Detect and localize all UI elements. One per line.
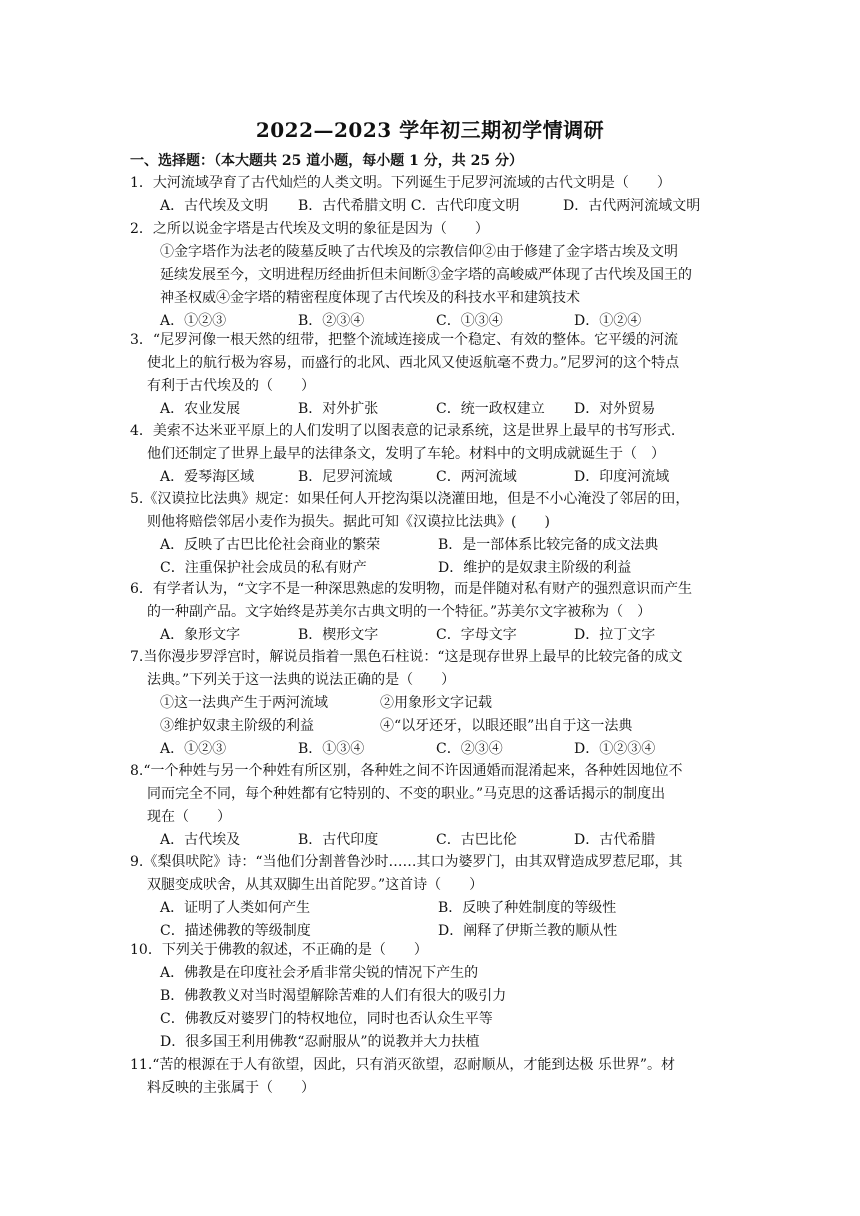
option-a[interactable]: A．爱琴海区域 [160, 469, 255, 485]
option-a[interactable]: A．①②③ [160, 741, 227, 757]
option-c[interactable]: C．统一政权建立 [436, 401, 545, 417]
option-a[interactable]: A．象形文字 [160, 627, 241, 643]
option-c[interactable]: C．佛教反对婆罗门的特权地位，同时也否认众生平等 [160, 1011, 493, 1027]
option-c[interactable]: C．注重保护社会成员的私有财产 [160, 560, 367, 576]
question-4 [130, 420, 740, 489]
question-stem: 3．“尼罗河像一根天然的纽带，把整个流域连接成一个稳定、有效的整体。它平缓的河流 [130, 332, 679, 348]
question-stem: 9.《梨俱吠陀》诗：“当他们分割普鲁沙时……其口为婆罗门，由其双臂造成罗惹尼耶，其 [130, 854, 683, 870]
question-stem: 1．大河流域孕育了古代灿烂的人类文明。下列诞生于尼罗河流域的古代文明是（ ） [130, 175, 671, 191]
question-stem: 2．之所以说金字塔是古代埃及文明的象征是因为（ ） [130, 221, 489, 237]
question-stem: 11.“苦的根源在于人有欲望，因此，只有消灭欲望，忍耐顺从，才能到达极 乐世界”。材 [130, 1057, 676, 1073]
question-body: 延续发展至今，文明进程历经曲折但未间断③金字塔的高峻威严体现了古代埃及国王的 [160, 267, 692, 283]
question-stem: 双腿变成吠舍，从其双脚生出首陀罗。”这首诗（ ） [147, 877, 484, 893]
question-stem: 8.“一个种姓与另一个种姓有所区别，各种姓之间不许因通婚而混淆起来，各种姓因地位不 [130, 763, 683, 779]
option-a[interactable]: A．佛教是在印度社会矛盾非常尖锐的情况下产生的 [160, 965, 479, 981]
question-stem: 法典。”下列关于这一法典的说法正确的是（ ） [147, 672, 456, 688]
statement-2: ②用象形文字记载 [380, 695, 492, 711]
option-d[interactable]: D．对外贸易 [574, 401, 656, 417]
option-c[interactable]: C．古巴比伦 [436, 832, 517, 848]
option-c[interactable]: C．字母文字 [436, 627, 517, 643]
question-stem: 使北上的航行极为容易，而盛行的北风、西北风又使返航毫不费力。”尼罗河的这个特点 [147, 355, 680, 371]
option-b[interactable]: B．尼罗河流域 [298, 469, 393, 485]
question-3 [130, 329, 740, 421]
question-stem: 有利于古代埃及的（ ） [147, 378, 315, 394]
question-stem: 10．下列关于佛教的叙述，不正确的是（ ） [130, 942, 428, 958]
option-a[interactable]: A．古代埃及 [160, 832, 241, 848]
question-2 [130, 218, 740, 333]
option-c[interactable]: C．描述佛教的等级制度 [160, 923, 311, 939]
option-row [130, 195, 740, 218]
option-d[interactable]: D．拉丁文字 [574, 627, 656, 643]
option-a[interactable]: A．古代埃及文明 [160, 198, 269, 214]
option-row [130, 738, 740, 761]
statement-row [130, 692, 740, 715]
option-row [130, 557, 740, 580]
option-d[interactable]: D．很多国王利用佛教“忍耐服从”的说教并大力扶植 [160, 1034, 480, 1050]
option-a[interactable]: A．反映了古巴比伦社会商业的繁荣 [160, 537, 381, 553]
option-b[interactable]: B．②③④ [298, 313, 365, 329]
statement-3: ③维护奴隶主阶级的利益 [160, 718, 314, 734]
question-10 [130, 939, 740, 1054]
question-stem: 6．有学者认为，“文字不是一种深思熟虑的发明物，而是伴随对私有财产的强烈意识而产生 [130, 581, 693, 597]
question-stem: 同而完全不同，每个种姓都有它特别的、不变的职业。”马克思的这番话揭示的制度出 [147, 786, 666, 802]
question-stem: 4．美索不达米亚平原上的人们发明了以图表意的记录系统，这是世界上最早的书写形式. [130, 423, 676, 439]
option-row [130, 624, 740, 647]
option-d[interactable]: D．①②④ [574, 313, 642, 329]
question-6 [130, 578, 740, 647]
option-b[interactable]: B．反映了种姓制度的等级性 [438, 900, 617, 916]
question-stem: 料反映的主张属于（ ） [147, 1080, 315, 1096]
option-d[interactable]: D．印度河流域 [574, 469, 670, 485]
option-d[interactable]: D．维护的是奴隶主阶级的利益 [438, 560, 632, 576]
option-row [130, 897, 740, 920]
question-stem: 则他将赔偿邻居小麦作为损失。据此可知《汉谟拉比法典》( ) [147, 514, 550, 530]
option-row [130, 466, 740, 489]
option-c[interactable]: C．②③④ [436, 741, 503, 757]
question-11 [130, 1054, 740, 1100]
question-8 [130, 760, 740, 852]
option-b[interactable]: B．对外扩张 [298, 401, 379, 417]
option-d[interactable]: D．①②③④ [574, 741, 656, 757]
question-stem: 7.当你漫步罗浮宫时，解说员指着一黑色石柱说：“这是现存世界上最早的比较完备的成文 [130, 649, 683, 665]
option-a[interactable]: A．证明了人类如何产生 [160, 900, 311, 916]
option-b[interactable]: B．佛教教义对当时渴望解除苦难的人们有很大的吸引力 [160, 988, 507, 1004]
question-5 [130, 488, 740, 580]
option-d[interactable]: D．阐释了伊斯兰教的顺从性 [438, 923, 618, 939]
question-1 [130, 172, 740, 218]
statement-1: ①这一法典产生于两河流域 [160, 695, 328, 711]
option-b-c[interactable]: B．古代希腊文明 C．古代印度文明 [298, 198, 520, 214]
option-b[interactable]: B．古代印度 [298, 832, 379, 848]
question-stem: 现在（ ） [147, 809, 231, 825]
option-b[interactable]: B．是一部体系比较完备的成文法典 [438, 537, 659, 553]
question-7 [130, 646, 740, 761]
option-a[interactable]: A．农业发展 [160, 401, 241, 417]
question-body: 神圣权威④金字塔的精密程度体现了古代埃及的科技水平和建筑技术 [160, 290, 580, 306]
option-row [130, 398, 740, 421]
option-d[interactable]: D．古代两河流域文明 [563, 198, 701, 214]
page-title: 2022—2023 学年初三期初学情调研 [255, 118, 605, 142]
question-stem: 的一种副产品。文字始终是苏美尔古典文明的一个特征。”苏美尔文字被称为（ ） [147, 604, 652, 620]
question-stem: 他们还制定了世界上最早的法律条文，发明了车轮。材料中的文明成就诞生于（ ） [147, 446, 665, 462]
option-c[interactable]: C．①③④ [436, 313, 503, 329]
statement-4: ④“以牙还牙，以眼还眼”出自于这一法典 [380, 718, 633, 734]
option-b[interactable]: B．楔形文字 [298, 627, 379, 643]
option-b[interactable]: B．①③④ [298, 741, 365, 757]
option-a[interactable]: A．①②③ [160, 313, 227, 329]
question-stem: 5.《汉谟拉比法典》规定：如果任何人开挖沟渠以浇灌田地，但是不小心淹没了邻居的田， [130, 491, 690, 507]
option-row [130, 534, 740, 557]
statement-row [130, 715, 740, 738]
option-c[interactable]: C．两河流域 [436, 469, 517, 485]
option-row [130, 829, 740, 852]
option-d[interactable]: D．古代希腊 [574, 832, 656, 848]
question-9 [130, 851, 740, 943]
question-body: ①金字塔作为法老的陵墓反映了古代埃及的宗教信仰②由于修建了金字塔古埃及文明 [160, 244, 678, 260]
section-heading: 一、选择题：（本大题共 25 道小题，每小题 1 分，共 25 分） [130, 153, 523, 169]
